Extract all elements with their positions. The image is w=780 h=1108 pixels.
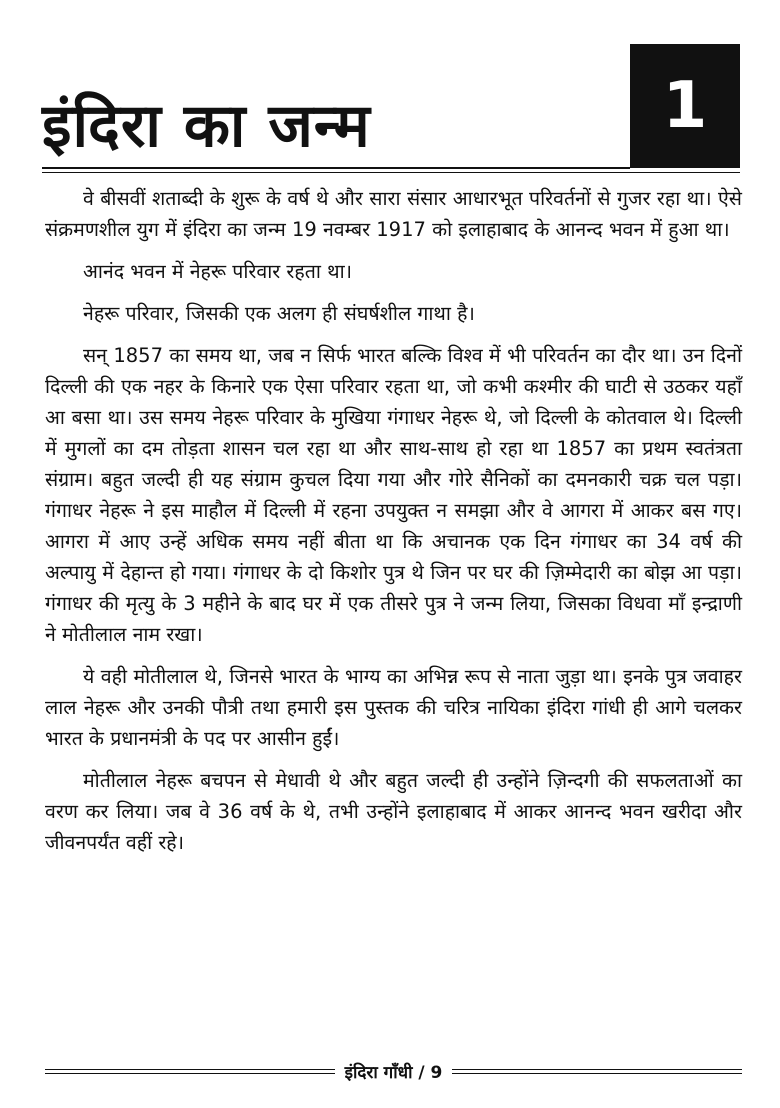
paragraph: मोतीलाल नेहरू बचपन से मेधावी थे और बहुत जल्दी ही उन्होंने ज़िन्दगी की सफलताओं का वरण कर लिया। जब वे 36 वर्ष के थे, तभी उन्होंने इलाहाबाद में आकर आनन्द भवन खरीदा और जीवनपर्यंत वहीं रहे। — [45, 769, 742, 854]
chapter-title: इंदिरा का जन्म — [42, 91, 371, 161]
title-underline-thin — [42, 172, 740, 173]
chapter-body — [45, 183, 742, 869]
page-footer — [45, 1058, 742, 1084]
title-underline — [42, 167, 630, 169]
footer-rule-left — [45, 1069, 335, 1074]
paragraph: ये वही मोतीलाल थे, जिनसे भारत के भाग्य का अभिन्न रूप से नाता जुड़ा था। इनके पुत्र जवाहर लाल नेहरू और उनकी पौत्री तथा हमारी इस पुस्तक की चरित्र नायिका इंदिरा गांधी ही आगे चलकर भारत के प्रधानमंत्री के पद पर आसीन हुईं। — [45, 665, 742, 750]
running-title-page-number: इंदिरा गाँधी / 9 — [344, 1062, 443, 1083]
paragraph: नेहरू परिवार, जिसकी एक अलग ही संघर्षशील गाथा है। — [83, 302, 475, 325]
chapter-number: 1 — [662, 69, 708, 143]
paragraph: सन् 1857 का समय था, जब न सिर्फ भारत बल्कि विश्व में भी परिवर्तन का दौर था। उन दिनों दिल्ली की एक नहर के किनारे एक ऐसा परिवार रहता था, जो कभी कश्मीर की घाटी से उठकर यहाँ आ बसा था। उस समय नेहरू परिवार के मुखिया गंगाधर नेहरू थे, जो दिल्ली के कोतवाल थे। दिल्ली में मुगलों का दम तोड़ता शासन चल रहा था और साथ-साथ हो रहा था 1857 का प्रथम स्वतंत्रता संग्राम। बहुत जल्दी ही यह संग्राम कुचल दिया गया और गोरे सैनिकों का दमनकारी चक्र चल पड़ा। गंगाधर नेहरू ने इस माहौल में दिल्ली में रहना उपयुक्त न समझा और वे आगरा में आकर बस गए। आगरा में आए उन्हें अधिक समय नहीं बीता था कि अचानक एक दिन गंगाधर का 34 वर्ष की अल्पायु में देहान्त हो गया। गंगाधर के दो किशोर पुत्र थे जिन पर घर की ज़िम्मेदारी का बोझ आ पड़ा। गंगाधर की मृत्यु के 3 महीने के बाद घर में एक तीसरे पुत्र ने जन्म लिया, जिसका विधवा माँ इन्द्राणी ने मोतीलाल नाम रखा। — [45, 344, 742, 646]
paragraph: आनंद भवन में नेहरू परिवार रहता था। — [83, 260, 353, 283]
chapter-header — [42, 40, 742, 172]
footer-rule-right — [452, 1069, 742, 1074]
paragraph: वे बीसवीं शताब्दी के शुरू के वर्ष थे और सारा संसार आधारभूत परिवर्तनों से गुजर रहा था। ऐसे संक्रमणशील युग में इंदिरा का जन्म 19 नवम्बर 1917 को इलाहाबाद के आनन्द भवन में हुआ था। — [45, 187, 742, 241]
chapter-number-box — [630, 44, 740, 168]
